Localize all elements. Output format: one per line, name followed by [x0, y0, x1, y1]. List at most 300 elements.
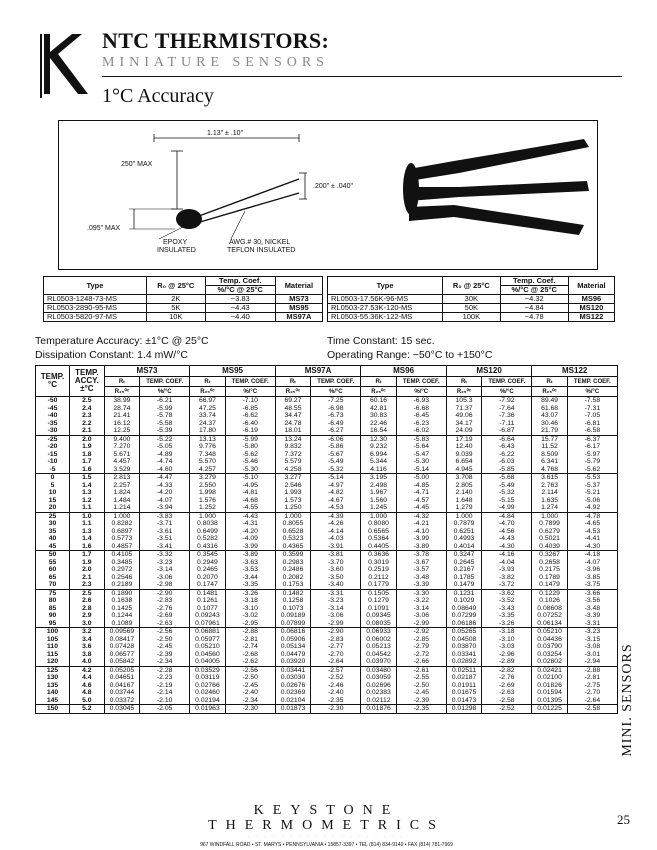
- accuracy-cell: 2.8: [70, 605, 105, 613]
- temp-coef-cell: -4.18: [567, 551, 617, 559]
- resistance-ratio-cell: 0.3599: [275, 551, 310, 559]
- resistance-ratio-cell: 0.04436: [532, 636, 567, 644]
- coef-header-2: %/°C @ 25°C: [205, 286, 275, 295]
- resistance-ratio-cell: 0.06134: [532, 620, 567, 628]
- resistance-ratio-cell: 0.1258: [275, 597, 310, 605]
- resistance-ratio-cell: 0.4105: [104, 551, 139, 559]
- resistance-ratio-cell: 0.6251: [446, 528, 481, 536]
- table-row: [36, 427, 618, 435]
- lead-spacing-label: .200" ± .040": [313, 183, 353, 190]
- temp-coef-cell: -2.85: [396, 636, 446, 644]
- temp-coef-cell: -5.49: [311, 458, 361, 466]
- spec-coef-cell: −4.84: [500, 304, 568, 313]
- table-row: [36, 466, 618, 474]
- temp-coef-cell: -3.89: [396, 543, 446, 551]
- rt-subheader: Rₜ: [361, 377, 396, 387]
- temp-coef-cell: -5.97: [567, 451, 617, 459]
- temp-header-line2: °C: [48, 380, 57, 389]
- temp-coef-cell: -3.89: [225, 551, 275, 559]
- lead-max-label: 250" MAX: [121, 161, 153, 168]
- resistance-ratio-cell: 43.07: [532, 412, 567, 420]
- wire-label-1: AWG.# 30, NICKEL: [229, 239, 291, 246]
- table-row: [36, 605, 618, 613]
- resistance-ratio-cell: 0.02892: [446, 658, 481, 666]
- spec-material-cell: MS122: [568, 313, 614, 322]
- temp-coef-cell: -6.21: [140, 397, 190, 405]
- temp-coef-cell: -6.43: [482, 443, 532, 451]
- resistance-ratio-cell: 21.41: [104, 412, 139, 420]
- accuracy-cell: 1.6: [70, 466, 105, 474]
- temp-cell: -40: [36, 412, 70, 420]
- resistance-ratio-cell: 16.12: [104, 420, 139, 428]
- spec-type-cell: RL0503-17.56K-96-MS: [328, 295, 443, 304]
- table-row: [36, 566, 618, 574]
- resistance-ratio-cell: 47.25: [190, 405, 225, 413]
- coef-subheader: TEMP. COEF.: [482, 377, 532, 387]
- temp-cell: 25: [36, 512, 70, 520]
- temp-cell: 120: [36, 658, 70, 666]
- resistance-ratio-cell: 0.2972: [104, 566, 139, 574]
- temp-coef-cell: -2.45: [396, 689, 446, 697]
- temp-coef-cell: -4.89: [140, 451, 190, 459]
- resistance-ratio-cell: 0.05842: [104, 658, 139, 666]
- temp-coef-cell: -3.23: [311, 597, 361, 605]
- resistance-ratio-cell: 0.02460: [190, 689, 225, 697]
- table-row: [36, 489, 618, 497]
- resistance-ratio-cell: 0.1482: [275, 589, 310, 597]
- resistance-ratio-cell: 0.2658: [532, 559, 567, 567]
- resistance-ratio-cell: 1.000: [275, 512, 310, 520]
- temp-coef-cell: -7.05: [567, 412, 617, 420]
- resistance-ratio-cell: 30.83: [361, 412, 396, 420]
- temp-coef-cell: -6.68: [396, 405, 446, 413]
- spec-material-cell: MS95: [275, 304, 322, 313]
- rt-subheader: Rₜ: [446, 377, 481, 387]
- resistance-ratio-cell: 49.06: [446, 412, 481, 420]
- resistance-ratio-cell: 8.509: [532, 451, 567, 459]
- accuracy-cell: 1.1: [70, 504, 105, 512]
- resistance-ratio-cell: 0.03480: [361, 666, 396, 674]
- resistance-ratio-cell: 0.01594: [532, 689, 567, 697]
- resistance-ratio-cell: 0.03870: [446, 643, 481, 651]
- thermistor-drawing: [59, 121, 599, 271]
- spec-type-cell: RL0503-27.53K-120-MS: [328, 304, 443, 313]
- temp-coef-cell: -2.70: [311, 651, 361, 659]
- resistance-temperature-table: [35, 365, 618, 714]
- temp-coef-cell: -4.39: [311, 512, 361, 520]
- resistance-ratio-cell: 0.09345: [361, 612, 396, 620]
- temp-coef-cell: -2.94: [567, 658, 617, 666]
- spec-coef-cell: −3.83: [205, 295, 275, 304]
- temp-coef-cell: -3.62: [482, 589, 532, 597]
- temp-coef-cell: -4.78: [567, 512, 617, 520]
- resistance-ratio-cell: 5.671: [104, 451, 139, 459]
- resistance-ratio-cell: 0.06577: [104, 651, 139, 659]
- resistance-ratio-cell: 0.02676: [275, 682, 310, 690]
- resistance-ratio-cell: 0.6565: [361, 528, 396, 536]
- temp-coef-cell: -2.88: [225, 628, 275, 636]
- resistance-ratio-cell: 9.776: [190, 443, 225, 451]
- resistance-ratio-cell: 3.279: [190, 474, 225, 482]
- resistance-ratio-cell: 0.8055: [275, 520, 310, 528]
- resistance-ratio-cell: 0.1785: [446, 574, 481, 582]
- temp-cell: -15: [36, 451, 70, 459]
- resistance-ratio-cell: 0.01963: [190, 705, 225, 714]
- temp-coef-cell: -3.99: [396, 535, 446, 543]
- temp-cell: 35: [36, 528, 70, 536]
- accuracy-cell: 2.1: [70, 427, 105, 435]
- ratio-subheader: R₂₅⁰ᶜ: [446, 387, 481, 397]
- page-number: 25: [617, 812, 630, 827]
- temp-coef-cell: -3.44: [225, 574, 275, 582]
- spec-r-cell: 5K: [146, 304, 205, 313]
- resistance-ratio-cell: 0.05210: [532, 628, 567, 636]
- resistance-ratio-cell: 0.1747: [190, 581, 225, 589]
- resistance-ratio-cell: 0.03529: [190, 666, 225, 674]
- material-column-header: MS120: [446, 366, 532, 377]
- resistance-ratio-cell: 0.01873: [275, 705, 310, 714]
- temp-coef-cell: -6.45: [396, 412, 446, 420]
- temp-coef-cell: -3.91: [311, 543, 361, 551]
- temp-coef-cell: -5.14: [396, 466, 446, 474]
- temp-coef-cell: -3.94: [140, 504, 190, 512]
- resistance-ratio-cell: 0.4316: [190, 543, 225, 551]
- temp-coef-cell: -3.06: [396, 612, 446, 620]
- temp-coef-cell: -2.45: [225, 682, 275, 690]
- resistance-ratio-cell: 17.80: [190, 427, 225, 435]
- unit-subheader: %/°C: [482, 387, 532, 397]
- length-label: 1.13" ± .10": [207, 130, 244, 137]
- spec-table-right: [327, 276, 615, 322]
- temp-coef-cell: -3.61: [140, 528, 190, 536]
- table-row: [36, 420, 618, 428]
- resistance-ratio-cell: 1.635: [532, 497, 567, 505]
- temp-coef-cell: -5.00: [396, 474, 446, 482]
- resistance-ratio-cell: 0.3247: [446, 551, 481, 559]
- temp-coef-cell: -3.22: [396, 597, 446, 605]
- temp-cell: 0: [36, 474, 70, 482]
- resistance-ratio-cell: 0.4014: [446, 543, 481, 551]
- accuracy-cell: 2.5: [70, 589, 105, 597]
- temp-coef-cell: -4.45: [396, 504, 446, 512]
- temp-coef-cell: -5.22: [140, 435, 190, 443]
- temp-cell: -20: [36, 443, 70, 451]
- resistance-ratio-cell: 0.07299: [446, 612, 481, 620]
- resistance-ratio-cell: 0.06816: [275, 628, 310, 636]
- table-row: [36, 543, 618, 551]
- temp-coef-cell: -4.43: [225, 512, 275, 520]
- temp-coef-cell: -4.20: [225, 528, 275, 536]
- resistance-ratio-cell: 0.03441: [275, 666, 310, 674]
- accuracy-cell: 1.3: [70, 528, 105, 536]
- temp-coef-cell: -6.06: [311, 435, 361, 443]
- temp-cell: 110: [36, 643, 70, 651]
- resistance-ratio-cell: 0.04479: [275, 651, 310, 659]
- brand-name: KEYSTONE: [253, 803, 400, 818]
- resistance-ratio-cell: 12.40: [446, 443, 481, 451]
- resistance-ratio-cell: 0.08608: [532, 605, 567, 613]
- header-rule: [102, 76, 622, 77]
- resistance-ratio-cell: 24.78: [275, 420, 310, 428]
- resistance-ratio-cell: 0.02802: [532, 658, 567, 666]
- spec-coef-cell: −4.78: [500, 313, 568, 322]
- temp-coef-cell: -4.60: [140, 466, 190, 474]
- temp-coef-cell: -3.02: [225, 612, 275, 620]
- resistance-ratio-cell: 60.16: [361, 397, 396, 405]
- resistance-ratio-cell: 24.37: [190, 420, 225, 428]
- accuracy-cell: 1.2: [70, 497, 105, 505]
- resistance-ratio-cell: 0.4993: [446, 535, 481, 543]
- accuracy-column-header: [70, 366, 105, 397]
- resistance-ratio-cell: 0.1638: [104, 597, 139, 605]
- resistance-ratio-cell: 0.03790: [532, 643, 567, 651]
- temp-coef-cell: -3.82: [482, 574, 532, 582]
- resistance-ratio-cell: 5.579: [275, 458, 310, 466]
- temp-coef-cell: -3.60: [311, 566, 361, 574]
- material-column-header: MS95: [190, 366, 276, 377]
- resistance-ratio-cell: 0.02194: [190, 697, 225, 705]
- resistance-ratio-cell: 13.24: [275, 435, 310, 443]
- coef-subheader: TEMP. COEF.: [225, 377, 275, 387]
- resistance-ratio-cell: 1.824: [104, 489, 139, 497]
- coef-header-1: Temp. Coef.: [500, 277, 568, 286]
- resistance-ratio-cell: 1.560: [361, 497, 396, 505]
- temp-coef-cell: -2.50: [140, 636, 190, 644]
- temp-coef-cell: -4.97: [311, 482, 361, 490]
- spec-coef-cell: −4.32: [500, 295, 568, 304]
- side-tab-label: MINI. SENSORS: [620, 643, 635, 757]
- table-row: [36, 535, 618, 543]
- temp-coef-cell: -3.03: [482, 643, 532, 651]
- resistance-ratio-cell: 3.708: [446, 474, 481, 482]
- temp-coef-cell: -4.03: [311, 535, 361, 543]
- temp-coef-cell: -3.48: [567, 605, 617, 613]
- diameter-label: .095" MAX: [87, 225, 121, 232]
- table-row: [36, 666, 618, 674]
- brand-dots: . . . . . . . . . . . . . . . . . . .: [247, 834, 406, 839]
- temp-coef-cell: -3.57: [396, 566, 446, 574]
- temp-coef-cell: -2.76: [482, 674, 532, 682]
- temp-coef-cell: -2.61: [396, 666, 446, 674]
- temp-coef-cell: -4.07: [567, 559, 617, 567]
- resistance-ratio-cell: 0.2082: [275, 574, 310, 582]
- rt-subheader: Rₜ: [104, 377, 139, 387]
- ratio-subheader: R₂₅⁰ᶜ: [361, 387, 396, 397]
- resistance-ratio-cell: 18.01: [275, 427, 310, 435]
- temp-coef-cell: -5.62: [225, 451, 275, 459]
- temp-coef-cell: -3.31: [311, 589, 361, 597]
- temp-coef-cell: -3.83: [140, 512, 190, 520]
- accuracy-cell: 2.1: [70, 574, 105, 582]
- temp-coef-cell: -5.37: [567, 482, 617, 490]
- resistance-ratio-cell: 0.03254: [532, 651, 567, 659]
- temp-coef-cell: -5.64: [396, 443, 446, 451]
- temp-cell: 75: [36, 589, 70, 597]
- spec-type-cell: RL0503-5820-97-MS: [44, 313, 147, 322]
- resistance-ratio-cell: 0.1026: [532, 597, 567, 605]
- temp-coef-cell: -3.23: [140, 559, 190, 567]
- temp-coef-cell: -4.56: [482, 528, 532, 536]
- coef-subheader: TEMP. COEF.: [140, 377, 190, 387]
- resistance-ratio-cell: 0.1029: [446, 597, 481, 605]
- table-row: [36, 689, 618, 697]
- temp-coef-cell: -3.18: [482, 628, 532, 636]
- resistance-ratio-cell: 71.37: [446, 405, 481, 413]
- temp-coef-cell: -6.98: [311, 405, 361, 413]
- temp-coef-cell: -5.15: [482, 497, 532, 505]
- temp-coef-cell: -4.84: [482, 512, 532, 520]
- resistance-ratio-cell: 0.1077: [190, 605, 225, 613]
- resistance-ratio-cell: 1.576: [190, 497, 225, 505]
- resistance-ratio-cell: 15.77: [532, 435, 567, 443]
- resistance-ratio-cell: 1.573: [275, 497, 310, 505]
- temp-cell: 50: [36, 551, 70, 559]
- temp-coef-cell: -4.16: [482, 551, 532, 559]
- temp-coef-cell: -4.92: [567, 504, 617, 512]
- resistance-ratio-cell: 5.344: [361, 458, 396, 466]
- temp-coef-cell: -2.98: [140, 581, 190, 589]
- resistance-ratio-cell: 1.648: [446, 497, 481, 505]
- resistance-ratio-cell: 0.1425: [104, 605, 139, 613]
- resistance-ratio-cell: 6.341: [532, 458, 567, 466]
- temp-coef-cell: -3.75: [567, 581, 617, 589]
- resistance-ratio-cell: 22.46: [361, 420, 396, 428]
- resistance-ratio-cell: 4.258: [275, 466, 310, 474]
- temp-coef-cell: -2.40: [225, 689, 275, 697]
- temp-coef-cell: -3.48: [396, 574, 446, 582]
- temp-coef-cell: -2.64: [311, 658, 361, 666]
- unit-subheader: %/°C: [567, 387, 617, 397]
- table-row: [36, 674, 618, 682]
- table-row: [36, 636, 618, 644]
- r25-header: R₀ @ 25°C: [443, 277, 500, 295]
- resistance-ratio-cell: 2.813: [104, 474, 139, 482]
- resistance-ratio-cell: 0.02104: [275, 697, 310, 705]
- resistance-ratio-cell: 0.1261: [190, 597, 225, 605]
- table-row: [36, 551, 618, 559]
- resistance-ratio-cell: 0.03744: [104, 689, 139, 697]
- table-row: [36, 682, 618, 690]
- coef-subheader: TEMP. COEF.: [311, 377, 361, 387]
- resistance-ratio-cell: 0.01395: [532, 697, 567, 705]
- temp-coef-cell: -6.27: [311, 427, 361, 435]
- temp-coef-cell: -5.47: [396, 451, 446, 459]
- resistance-ratio-cell: 0.04651: [104, 674, 139, 682]
- resistance-ratio-cell: 1.000: [104, 512, 139, 520]
- table-row: [36, 597, 618, 605]
- resistance-ratio-cell: 0.01876: [361, 705, 396, 714]
- temp-coef-cell: -5.62: [567, 466, 617, 474]
- temp-coef-cell: -2.63: [140, 620, 190, 628]
- temp-coef-cell: -6.58: [567, 427, 617, 435]
- resistance-ratio-cell: 0.1231: [446, 589, 481, 597]
- resistance-ratio-cell: 0.7879: [446, 520, 481, 528]
- resistance-ratio-cell: 0.08417: [104, 636, 139, 644]
- resistance-ratio-cell: 0.5021: [532, 535, 567, 543]
- operating-range: Operating Range: −50°C to +150°C: [327, 349, 493, 361]
- rt-subheader: Rₜ: [275, 377, 310, 387]
- temp-coef-cell: -4.10: [396, 528, 446, 536]
- resistance-ratio-cell: 4.945: [446, 466, 481, 474]
- resistance-ratio-cell: 0.2983: [275, 559, 310, 567]
- accuracy-cell: 1.4: [70, 535, 105, 543]
- temp-coef-cell: -6.23: [396, 420, 446, 428]
- temp-coef-cell: -5.86: [311, 443, 361, 451]
- temp-coef-cell: -6.37: [567, 435, 617, 443]
- temp-coef-cell: -4.65: [567, 520, 617, 528]
- resistance-ratio-cell: 33.74: [190, 412, 225, 420]
- resistance-ratio-cell: 0.3019: [361, 559, 396, 567]
- temp-coef-cell: -3.10: [482, 636, 532, 644]
- page-subtitle: MINIATURE SENSORS: [102, 55, 329, 70]
- spec-r-cell: 10K: [146, 313, 205, 322]
- temp-coef-cell: -3.52: [482, 597, 532, 605]
- spec-type-cell: RL0503-2890-95-MS: [44, 304, 147, 313]
- accuracy-cell: 5.2: [70, 705, 105, 714]
- temp-cell: 65: [36, 574, 70, 582]
- temp-coef-cell: -3.26: [225, 589, 275, 597]
- accuracy-cell: 2.2: [70, 420, 105, 428]
- keystone-logo: [38, 28, 94, 100]
- resistance-ratio-cell: 0.07252: [532, 612, 567, 620]
- accuracy-heading: 1°C Accuracy: [102, 85, 214, 107]
- resistance-ratio-cell: 0.2112: [361, 574, 396, 582]
- page-title: NTC THERMISTORS:: [102, 28, 330, 53]
- resistance-ratio-cell: 2.114: [532, 489, 567, 497]
- resistance-ratio-cell: 0.05265: [446, 628, 481, 636]
- resistance-ratio-cell: 1.000: [361, 512, 396, 520]
- material-column-header: MS96: [361, 366, 447, 377]
- temp-coef-cell: -5.32: [482, 489, 532, 497]
- temp-coef-cell: -3.70: [311, 559, 361, 567]
- temp-coef-cell: -3.66: [567, 589, 617, 597]
- resistance-ratio-cell: 0.08649: [446, 605, 481, 613]
- resistance-ratio-cell: 7.270: [104, 443, 139, 451]
- resistance-ratio-cell: 0.1479: [446, 581, 481, 589]
- spec-type-cell: RL0503-1248-73-MS: [44, 295, 147, 304]
- table-row: [36, 405, 618, 413]
- resistance-ratio-cell: 2.498: [361, 482, 396, 490]
- temp-coef-cell: -5.46: [225, 458, 275, 466]
- wire-label-2: TEFLON INSULATED: [227, 247, 296, 254]
- temp-coef-cell: -2.58: [482, 697, 532, 705]
- temp-cell: -30: [36, 427, 70, 435]
- temp-cell: 45: [36, 543, 70, 551]
- temp-coef-cell: -3.43: [482, 605, 532, 613]
- rt-subheader: Rₜ: [532, 377, 567, 387]
- temp-coef-cell: -3.18: [225, 597, 275, 605]
- resistance-ratio-cell: 0.6897: [104, 528, 139, 536]
- temp-coef-cell: -2.69: [140, 612, 190, 620]
- resistance-ratio-cell: 6.994: [361, 451, 396, 459]
- resistance-ratio-cell: 0.1890: [104, 589, 139, 597]
- temp-coef-cell: -5.53: [567, 474, 617, 482]
- temp-column-header: [36, 366, 70, 397]
- resistance-ratio-cell: 3.277: [275, 474, 310, 482]
- temp-coef-cell: -3.32: [140, 551, 190, 559]
- temperature-accuracy: Temperature Accuracy: ±1°C @ 25°C: [35, 335, 209, 347]
- resistance-ratio-cell: 0.02696: [361, 682, 396, 690]
- resistance-ratio-cell: 1.000: [446, 512, 481, 520]
- resistance-ratio-cell: 1.993: [275, 489, 310, 497]
- table-row: [36, 628, 618, 636]
- temp-coef-cell: -2.79: [396, 643, 446, 651]
- temp-coef-cell: -7.25: [311, 397, 361, 405]
- accuracy-cell: 2.3: [70, 581, 105, 589]
- temp-coef-cell: -6.85: [225, 405, 275, 413]
- resistance-ratio-cell: 1.967: [361, 489, 396, 497]
- temp-coef-cell: -4.47: [140, 474, 190, 482]
